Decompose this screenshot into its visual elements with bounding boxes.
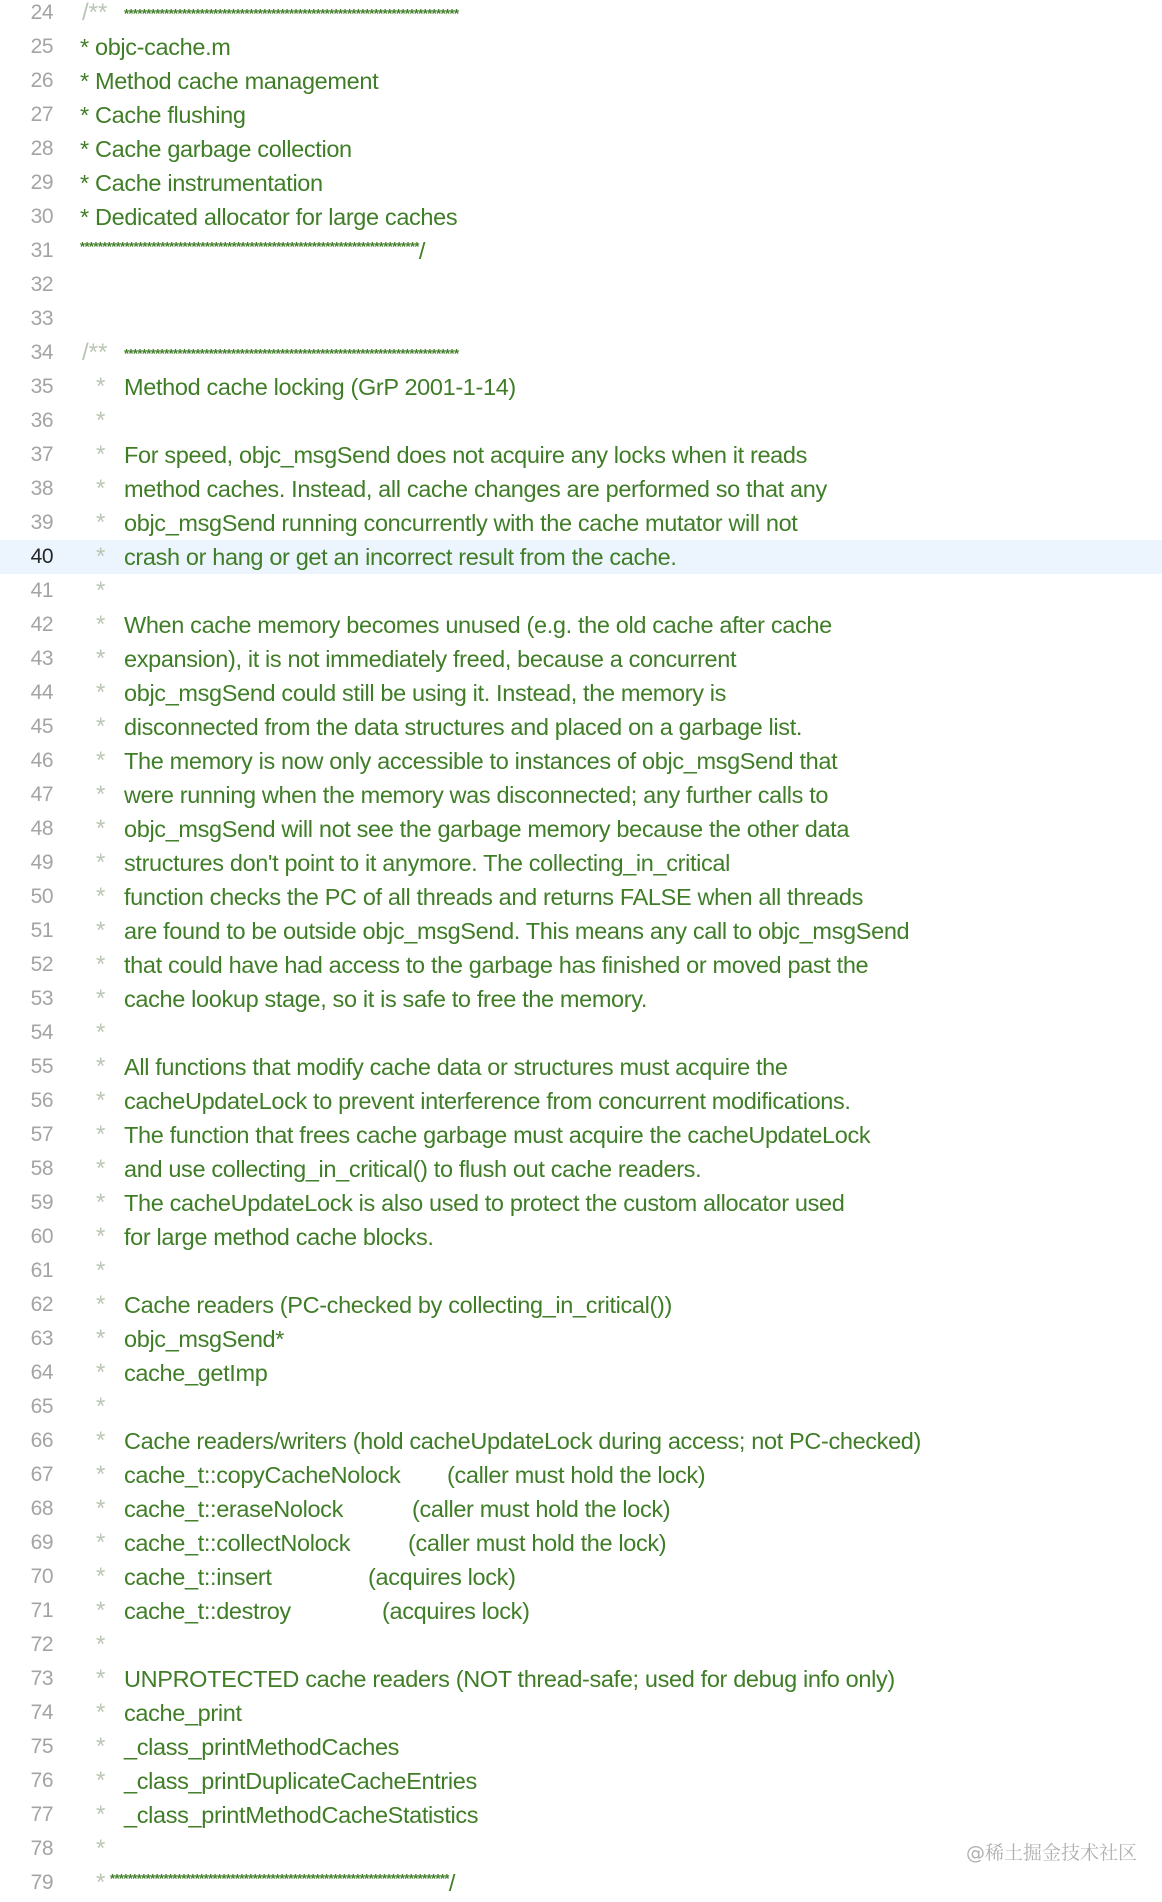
comment-text: When cache memory becomes unused (e.g. the old cache after cache <box>124 611 832 638</box>
code-line[interactable] <box>0 880 1162 914</box>
line-number: 77 <box>30 1803 53 1826</box>
comment-asterisk: * <box>96 679 106 706</box>
comment-note: (caller must hold the lock) <box>412 1495 671 1522</box>
code-line[interactable] <box>0 540 1162 574</box>
code-line[interactable] <box>0 1662 1162 1696</box>
code-line[interactable] <box>0 200 1162 234</box>
line-number: 33 <box>30 307 53 330</box>
code-line[interactable] <box>0 1016 1162 1050</box>
comment-text: disconnected from the data structures and placed on a garbage list. <box>124 713 803 740</box>
code-line[interactable] <box>0 370 1162 404</box>
comment-text: * Dedicated allocator for large caches <box>80 203 458 230</box>
comment-asterisk: * <box>96 1359 106 1386</box>
comment-asterisk: * <box>96 1767 106 1794</box>
code-line[interactable] <box>0 778 1162 812</box>
comment-note: (caller must hold the lock) <box>447 1461 706 1488</box>
code-line[interactable] <box>0 166 1162 200</box>
comment-text: objc_msgSend running concurrently with the cache mutator will not <box>124 509 798 536</box>
comment-border-stars: **************************************************************************** <box>110 1870 449 1886</box>
code-line[interactable] <box>0 234 1162 268</box>
code-line[interactable] <box>0 438 1162 472</box>
line-number: 41 <box>30 579 53 602</box>
comment-text: * objc-cache.m <box>80 33 231 60</box>
code-line[interactable] <box>0 846 1162 880</box>
comment-border-stars: *************************************************************************** <box>124 345 459 361</box>
comment-open-marker: /** <box>82 339 108 366</box>
code-line[interactable] <box>0 268 1162 302</box>
code-line[interactable] <box>0 1526 1162 1560</box>
code-line[interactable] <box>0 1492 1162 1526</box>
comment-asterisk: * <box>96 1019 106 1046</box>
comment-text: are found to be outside objc_msgSend. This means any call to objc_msgSend <box>124 917 910 944</box>
code-line[interactable] <box>0 64 1162 98</box>
line-number: 45 <box>30 715 53 738</box>
line-number: 64 <box>30 1361 53 1384</box>
code-line[interactable] <box>0 1390 1162 1424</box>
code-line[interactable] <box>0 30 1162 64</box>
line-number: 62 <box>30 1293 53 1316</box>
code-line[interactable] <box>0 1696 1162 1730</box>
comment-note: (acquires lock) <box>368 1563 516 1590</box>
comment-asterisk: * <box>96 1461 106 1488</box>
comment-asterisk: * <box>96 1155 106 1182</box>
comment-asterisk: * <box>96 713 106 740</box>
comment-asterisk: * <box>96 781 106 808</box>
comment-text: * Method cache management <box>80 67 379 94</box>
comment-text: cache_t::eraseNolock <box>124 1495 343 1522</box>
code-line[interactable] <box>0 1730 1162 1764</box>
comment-asterisk: * <box>96 509 106 536</box>
comment-asterisk: * <box>96 611 106 638</box>
code-line[interactable] <box>0 1764 1162 1798</box>
code-line[interactable] <box>0 982 1162 1016</box>
line-number: 78 <box>30 1837 53 1860</box>
comment-asterisk: * <box>96 985 106 1012</box>
comment-text: _class_printMethodCacheStatistics <box>124 1801 479 1828</box>
code-line[interactable] <box>0 506 1162 540</box>
line-number: 28 <box>30 137 53 160</box>
comment-asterisk: * <box>96 543 106 570</box>
line-number: 38 <box>30 477 53 500</box>
line-number: 48 <box>30 817 53 840</box>
line-number: 40 <box>30 545 53 568</box>
comment-text: cache_t::destroy <box>124 1597 291 1624</box>
line-number: 46 <box>30 749 53 772</box>
comment-asterisk: * <box>96 1597 106 1624</box>
comment-text: For speed, objc_msgSend does not acquire any locks when it reads <box>124 441 808 468</box>
line-number: 37 <box>30 443 53 466</box>
comment-asterisk: * <box>96 883 106 910</box>
comment-text: cache_t::copyCacheNolock <box>124 1461 401 1488</box>
comment-asterisk: * <box>96 373 106 400</box>
line-number: 43 <box>30 647 53 670</box>
comment-asterisk: * <box>96 1393 106 1420</box>
comment-asterisk: * <box>96 1223 106 1250</box>
comment-asterisk: * <box>96 1325 106 1352</box>
line-number: 73 <box>30 1667 53 1690</box>
code-line[interactable] <box>0 1118 1162 1152</box>
comment-text: * Cache instrumentation <box>80 169 323 196</box>
code-line[interactable] <box>0 1424 1162 1458</box>
code-line[interactable] <box>0 1220 1162 1254</box>
line-number: 51 <box>30 919 53 942</box>
line-number: 44 <box>30 681 53 704</box>
comment-asterisk: * <box>96 951 106 978</box>
comment-asterisk: * <box>96 407 106 434</box>
code-line[interactable] <box>0 1050 1162 1084</box>
comment-asterisk: * <box>96 645 106 672</box>
code-line[interactable] <box>0 642 1162 676</box>
comment-asterisk: * <box>96 1529 106 1556</box>
line-number: 67 <box>30 1463 53 1486</box>
comment-border-stars: **************************************************************************** <box>80 238 419 254</box>
comment-asterisk: * <box>96 1563 106 1590</box>
comment-asterisk: * <box>96 815 106 842</box>
line-number: 25 <box>30 35 53 58</box>
line-number: 47 <box>30 783 53 806</box>
line-number: 24 <box>30 1 53 24</box>
code-line[interactable] <box>0 132 1162 166</box>
comment-text: cache_t::insert <box>124 1563 272 1590</box>
watermark: @稀土掘金技术社区 <box>966 1842 1138 1864</box>
comment-border-stars: *************************************************************************** <box>124 5 459 21</box>
line-number: 65 <box>30 1395 53 1418</box>
comment-open-marker: /** <box>82 0 108 26</box>
code-line[interactable] <box>0 1866 1162 1900</box>
code-line[interactable] <box>0 1152 1162 1186</box>
comment-asterisk: * <box>96 1631 106 1658</box>
comment-close-border <box>80 238 425 265</box>
comment-asterisk: * <box>96 1801 106 1828</box>
comment-note: (acquires lock) <box>382 1597 530 1624</box>
comment-asterisk: * <box>96 577 106 604</box>
comment-text: The function that frees cache garbage must acquire the cacheUpdateLock <box>124 1121 871 1148</box>
line-number: 31 <box>30 239 53 262</box>
line-number: 68 <box>30 1497 53 1520</box>
comment-text: Cache readers/writers (hold cacheUpdateLock during access; not PC-checked) <box>124 1427 922 1454</box>
code-line[interactable] <box>0 1356 1162 1390</box>
comment-text: cache lookup stage, so it is safe to free the memory. <box>124 985 648 1012</box>
comment-close-marker: / <box>448 1869 456 1896</box>
code-line[interactable] <box>0 948 1162 982</box>
comment-text: expansion), it is not immediately freed, because a concurrent <box>124 645 737 672</box>
comment-text: * Cache garbage collection <box>80 135 352 162</box>
code-line[interactable] <box>0 914 1162 948</box>
line-number: 75 <box>30 1735 53 1758</box>
line-number: 76 <box>30 1769 53 1792</box>
comment-text: structures don't point to it anymore. The collecting_in_critical <box>124 849 731 876</box>
line-number: 74 <box>30 1701 53 1724</box>
comment-text: objc_msgSend will not see the garbage memory because the other data <box>124 815 850 842</box>
comment-text: All functions that modify cache data or structures must acquire the <box>124 1053 788 1080</box>
line-number: 79 <box>30 1871 53 1894</box>
comment-asterisk: * <box>96 1087 106 1114</box>
comment-close-border <box>110 1870 455 1897</box>
comment-asterisk: * <box>96 1665 106 1692</box>
comment-asterisk: * <box>96 1053 106 1080</box>
line-number: 52 <box>30 953 53 976</box>
comment-text: UNPROTECTED cache readers (NOT thread-safe; used for debug info only) <box>124 1665 895 1692</box>
comment-asterisk: * <box>96 475 106 502</box>
comment-asterisk: * <box>96 917 106 944</box>
comment-text: Method cache locking (GrP 2001-1-14) <box>124 373 516 400</box>
line-number: 26 <box>30 69 53 92</box>
line-number: 72 <box>30 1633 53 1656</box>
code-line[interactable] <box>0 472 1162 506</box>
code-line[interactable] <box>0 574 1162 608</box>
code-line[interactable] <box>0 1322 1162 1356</box>
comment-text: _class_printMethodCaches <box>124 1733 400 1760</box>
line-number: 57 <box>30 1123 53 1146</box>
comment-asterisk: * <box>96 1733 106 1760</box>
comment-text: * Cache flushing <box>80 101 246 128</box>
comment-text: for large method cache blocks. <box>124 1223 434 1250</box>
comment-asterisk: * <box>96 441 106 468</box>
line-number: 70 <box>30 1565 53 1588</box>
comment-asterisk: * <box>96 747 106 774</box>
code-line[interactable] <box>0 0 1162 30</box>
code-line[interactable] <box>0 1186 1162 1220</box>
line-number: 50 <box>30 885 53 908</box>
line-number: 27 <box>30 103 53 126</box>
code-line[interactable] <box>0 676 1162 710</box>
comment-text: _class_printDuplicateCacheEntries <box>124 1767 477 1794</box>
line-number: 53 <box>30 987 53 1010</box>
comment-asterisk: * <box>96 1427 106 1454</box>
line-number: 59 <box>30 1191 53 1214</box>
comment-text: cache_getImp <box>124 1359 268 1386</box>
code-line[interactable] <box>0 1798 1162 1832</box>
line-number: 49 <box>30 851 53 874</box>
comment-text: The memory is now only accessible to instances of objc_msgSend that <box>124 747 838 774</box>
comment-text: objc_msgSend* <box>124 1325 285 1352</box>
line-number: 63 <box>30 1327 53 1350</box>
line-number: 61 <box>30 1259 53 1282</box>
line-number: 58 <box>30 1157 53 1180</box>
comment-close-marker: / <box>418 237 426 264</box>
code-line[interactable] <box>0 404 1162 438</box>
comment-text: that could have had access to the garbage has finished or moved past the <box>124 951 869 978</box>
comment-asterisk: * <box>96 1189 106 1216</box>
comment-asterisk: * <box>96 1291 106 1318</box>
comment-text: crash or hang or get an incorrect result from the cache. <box>124 543 677 570</box>
code-line[interactable] <box>0 1084 1162 1118</box>
line-number: 55 <box>30 1055 53 1078</box>
comment-asterisk: * <box>96 1121 106 1148</box>
comment-asterisk: * <box>96 1869 106 1896</box>
line-number: 35 <box>30 375 53 398</box>
code-line[interactable] <box>0 1254 1162 1288</box>
comment-asterisk: * <box>96 1835 106 1862</box>
code-line[interactable] <box>0 710 1162 744</box>
line-number: 66 <box>30 1429 53 1452</box>
line-number: 29 <box>30 171 53 194</box>
comment-text: cacheUpdateLock to prevent interference from concurrent modifications. <box>124 1087 851 1114</box>
code-line[interactable] <box>0 1458 1162 1492</box>
code-line[interactable] <box>0 302 1162 336</box>
comment-text: objc_msgSend could still be using it. Instead, the memory is <box>124 679 727 706</box>
comment-asterisk: * <box>96 1699 106 1726</box>
code-line[interactable] <box>0 608 1162 642</box>
comment-asterisk: * <box>96 849 106 876</box>
code-line[interactable] <box>0 812 1162 846</box>
code-line[interactable] <box>0 1594 1162 1628</box>
comment-text: The cacheUpdateLock is also used to protect the custom allocator used <box>124 1189 845 1216</box>
code-line[interactable] <box>0 1628 1162 1662</box>
line-number: 60 <box>30 1225 53 1248</box>
code-line[interactable] <box>0 744 1162 778</box>
comment-text: method caches. Instead, all cache changes are performed so that any <box>124 475 827 502</box>
line-number: 36 <box>30 409 53 432</box>
line-number: 42 <box>30 613 53 636</box>
comment-text: and use collecting_in_critical() to flush out cache readers. <box>124 1155 702 1182</box>
line-number: 69 <box>30 1531 53 1554</box>
comment-asterisk: * <box>96 1257 106 1284</box>
code-line[interactable] <box>0 336 1162 370</box>
comment-text: cache_t::collectNolock <box>124 1529 351 1556</box>
line-number: 30 <box>30 205 53 228</box>
line-number: 56 <box>30 1089 53 1112</box>
line-number: 54 <box>30 1021 53 1044</box>
line-number: 71 <box>30 1599 53 1622</box>
comment-text: were running when the memory was disconnected; any further calls to <box>124 781 829 808</box>
line-number: 34 <box>30 341 53 364</box>
comment-asterisk: * <box>96 1495 106 1522</box>
line-number: 32 <box>30 273 53 296</box>
code-line[interactable] <box>0 98 1162 132</box>
comment-text: function checks the PC of all threads and returns FALSE when all threads <box>124 883 863 910</box>
comment-note: (caller must hold the lock) <box>408 1529 667 1556</box>
code-line[interactable] <box>0 1288 1162 1322</box>
comment-text: cache_print <box>124 1699 242 1726</box>
line-number: 39 <box>30 511 53 534</box>
code-line[interactable] <box>0 1560 1162 1594</box>
comment-text: Cache readers (PC-checked by collecting_in_critical()) <box>124 1291 672 1318</box>
